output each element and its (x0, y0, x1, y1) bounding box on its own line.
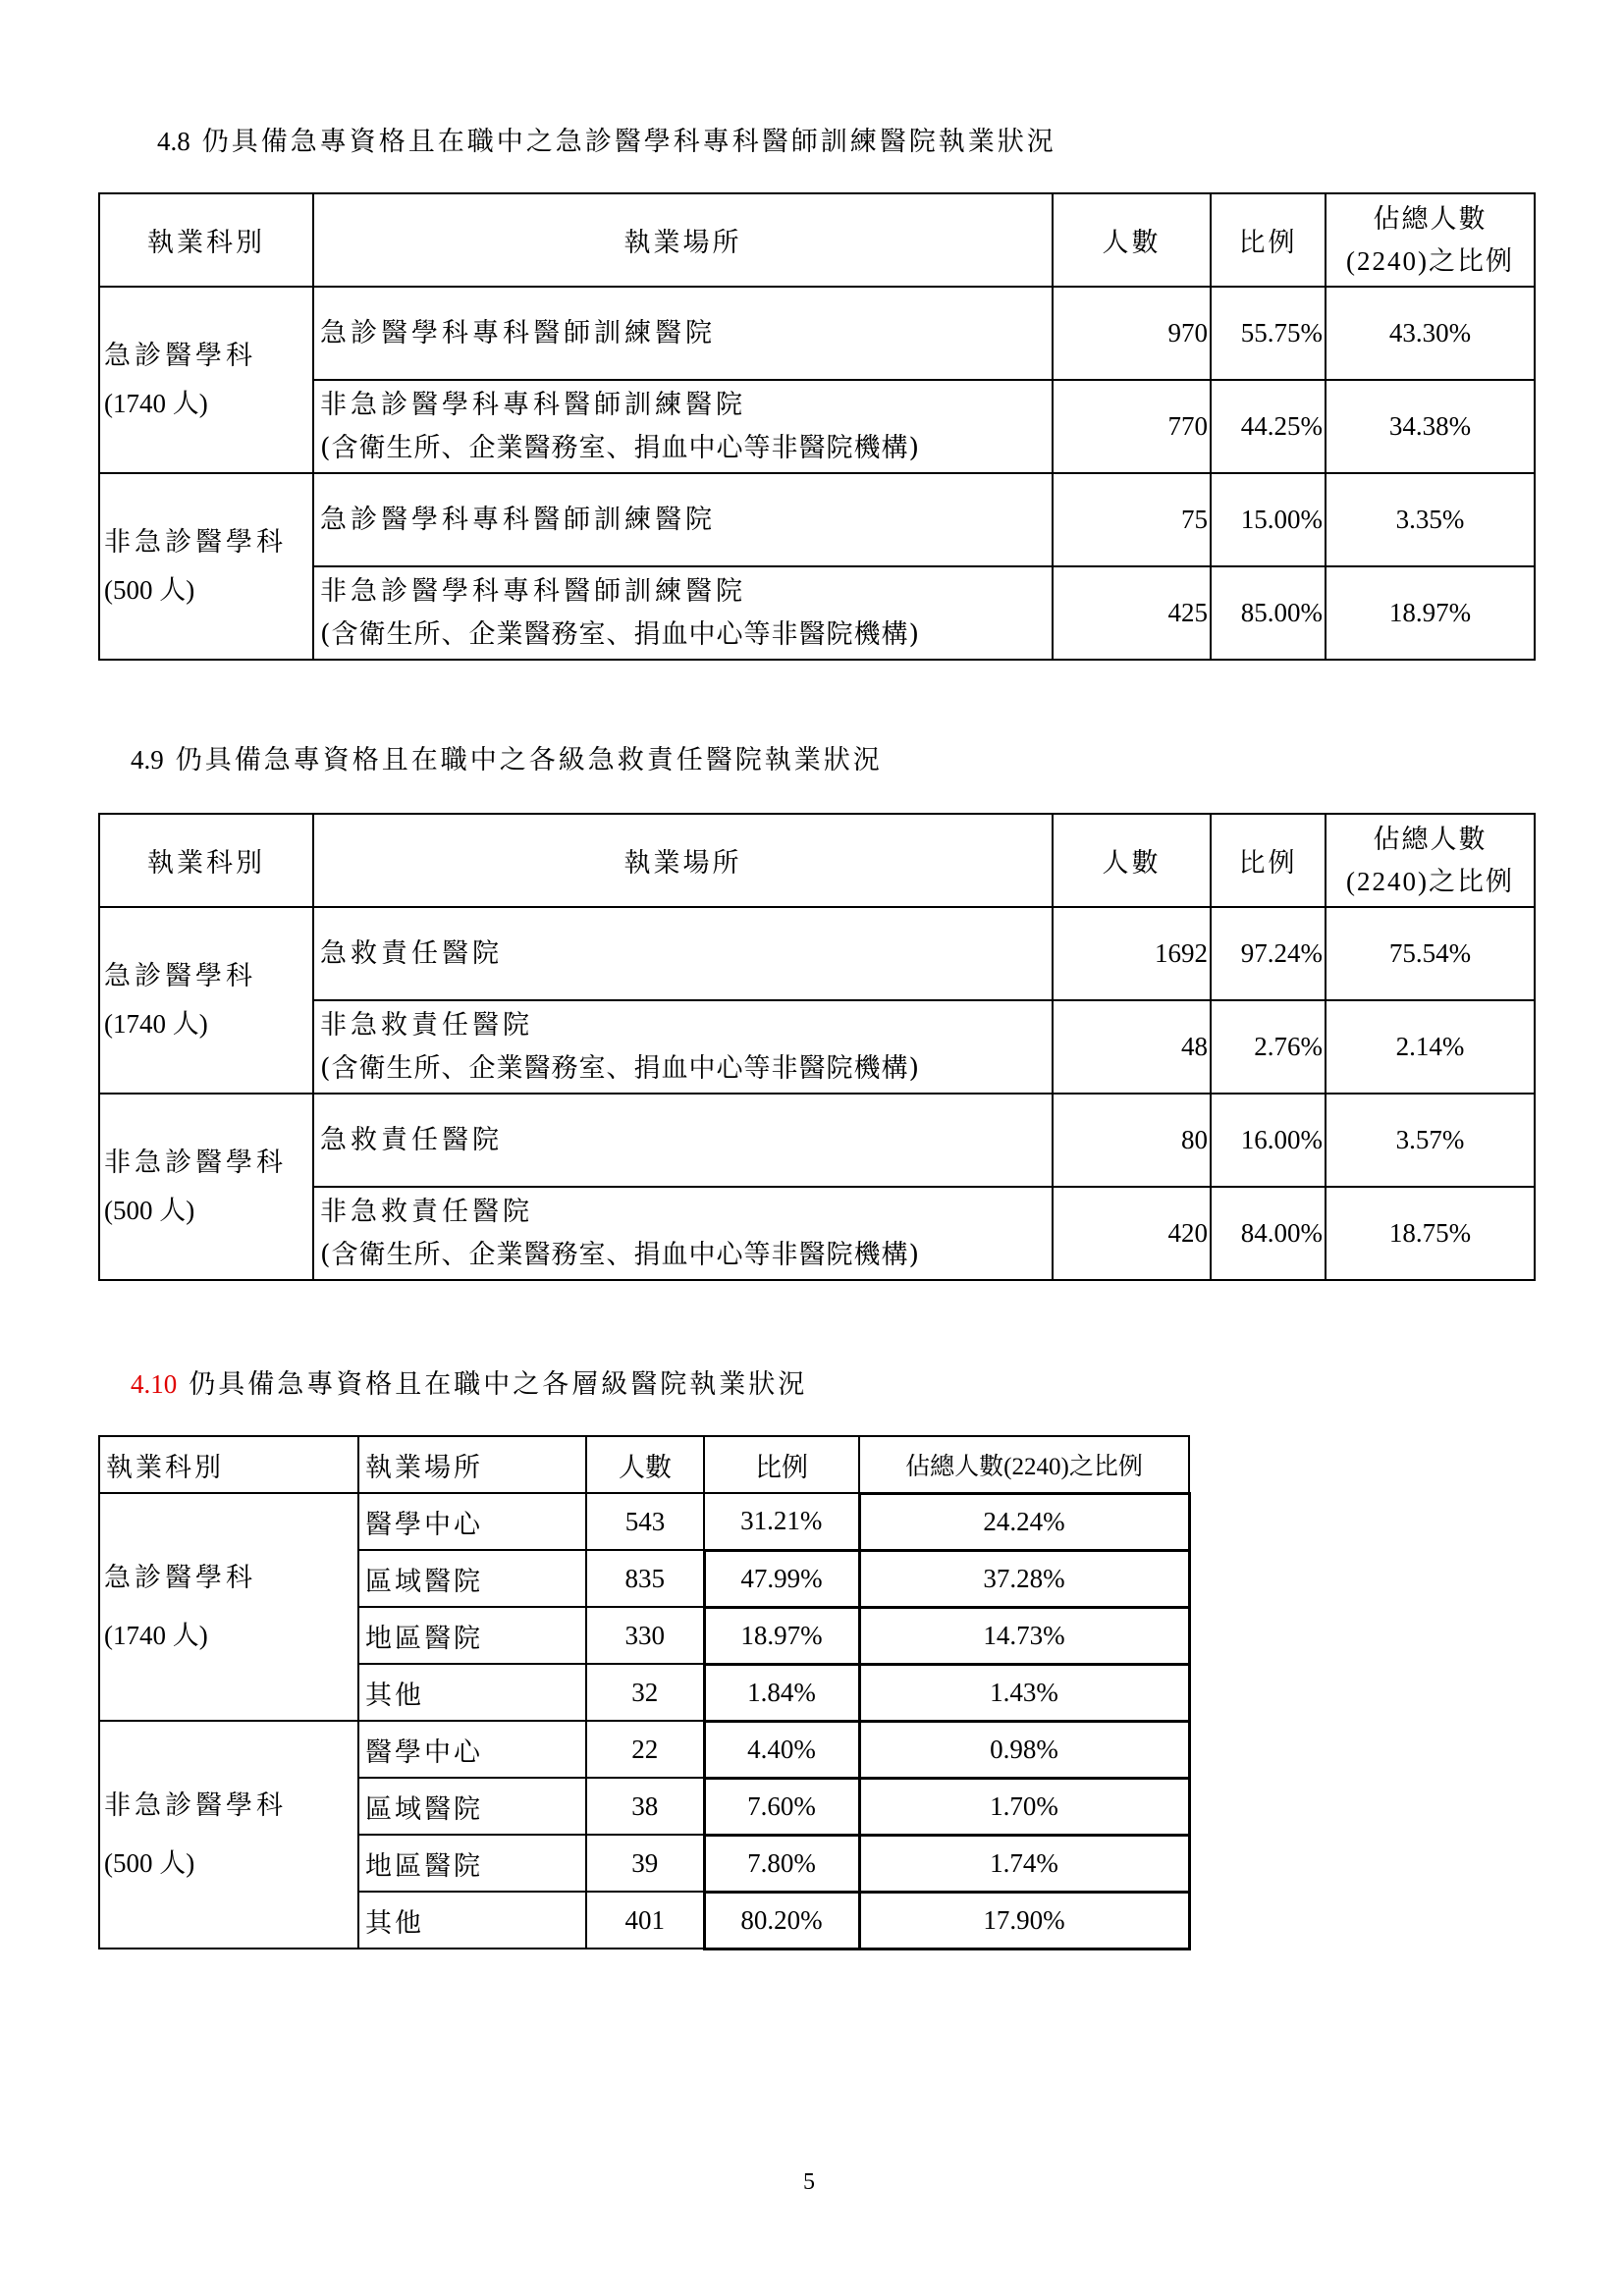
count-cell: 75 (1053, 473, 1211, 566)
section-title: 仍具備急專資格且在職中之各級急救責任醫院執業狀況 (175, 745, 883, 775)
count-cell: 420 (1053, 1187, 1211, 1280)
location-cell: 地區醫院 (358, 1607, 586, 1664)
location-name: 非急診醫學科專科醫師訓練醫院 (320, 575, 746, 607)
ratio-cell: 84.00% (1211, 1187, 1326, 1280)
section-4-10-heading (131, 1362, 807, 1401)
ratio-cell: 1.84% (704, 1664, 859, 1721)
header-total-ratio-line2: (2240)之比例 (1346, 866, 1514, 896)
table-row (99, 380, 1535, 473)
category-name: 急診醫學科 (104, 341, 256, 371)
total-ratio-cell: 37.28% (859, 1550, 1189, 1607)
table-header-row (99, 1436, 1189, 1493)
total-ratio-cell: 34.38% (1326, 380, 1535, 473)
total-ratio-cell: 1.74% (859, 1835, 1189, 1892)
category-cell (99, 1094, 313, 1280)
category-count: (1740 人) (104, 1009, 208, 1039)
ratio-cell: 55.75% (1211, 287, 1326, 380)
header-total-ratio: 佔總人數(2240)之比例 (859, 1436, 1189, 1493)
category-name: 非急診醫學科 (104, 527, 287, 558)
location-cell: 區域醫院 (358, 1778, 586, 1835)
page-number: 5 (803, 2169, 815, 2195)
location-cell: 其他 (358, 1892, 586, 1949)
total-ratio-cell: 2.14% (1326, 1000, 1535, 1094)
total-ratio-cell: 17.90% (859, 1892, 1189, 1949)
table-4-9 (98, 813, 1536, 1281)
total-ratio-cell: 43.30% (1326, 287, 1535, 380)
location-cell: 其他 (358, 1664, 586, 1721)
header-category: 執業科別 (99, 193, 313, 287)
header-total-ratio (1326, 193, 1535, 287)
ratio-cell: 47.99% (704, 1550, 859, 1607)
table-4-10 (98, 1435, 1191, 1950)
count-cell: 770 (1053, 380, 1211, 473)
category-cell (99, 473, 313, 660)
ratio-cell: 15.00% (1211, 473, 1326, 566)
count-cell: 543 (586, 1493, 704, 1550)
table-row (99, 1493, 1189, 1550)
location-name: 非急診醫學科專科醫師訓練醫院 (320, 389, 746, 420)
location-name: 急診醫學科專科醫師訓練醫院 (320, 504, 716, 535)
location-name: 急診醫學科專科醫師訓練醫院 (320, 317, 716, 348)
location-name: 非急救責任醫院 (320, 1009, 533, 1041)
ratio-cell: 4.40% (704, 1721, 859, 1778)
count-cell: 39 (586, 1835, 704, 1892)
category-count: (1740 人) (104, 389, 208, 418)
header-total-ratio-line2: (2240)之比例 (1346, 245, 1514, 276)
location-cell: 醫學中心 (358, 1493, 586, 1550)
ratio-cell: 18.97% (704, 1607, 859, 1664)
location-note: (含衛生所、企業醫務室、捐血中心等非醫院機構) (320, 432, 921, 463)
location-cell (313, 1000, 1053, 1094)
count-cell: 835 (586, 1550, 704, 1607)
count-cell: 425 (1053, 566, 1211, 660)
header-total-ratio-line1: 佔總人數 (1373, 824, 1488, 855)
location-cell (313, 907, 1053, 1000)
location-cell: 醫學中心 (358, 1721, 586, 1778)
count-cell: 48 (1053, 1000, 1211, 1094)
header-location: 執業場所 (313, 814, 1053, 907)
total-ratio-cell: 1.43% (859, 1664, 1189, 1721)
category-cell (99, 287, 313, 473)
ratio-cell: 44.25% (1211, 380, 1326, 473)
total-ratio-cell: 0.98% (859, 1721, 1189, 1778)
total-ratio-cell: 18.97% (1326, 566, 1535, 660)
total-ratio-cell: 75.54% (1326, 907, 1535, 1000)
section-number: 4.10 (131, 1369, 178, 1399)
total-ratio-cell: 3.57% (1326, 1094, 1535, 1187)
section-title: 仍具備急專資格且在職中之急診醫學科專科醫師訓練醫院執業狀況 (201, 127, 1056, 157)
section-4-9-heading (131, 738, 883, 776)
location-cell: 地區醫院 (358, 1835, 586, 1892)
count-cell: 80 (1053, 1094, 1211, 1187)
table-row (99, 907, 1535, 1000)
table-row (99, 287, 1535, 380)
category-cell (99, 1721, 358, 1949)
table-row (99, 473, 1535, 566)
ratio-cell: 31.21% (704, 1493, 859, 1550)
header-total-ratio-line1: 佔總人數 (1373, 203, 1488, 235)
table-4-8 (98, 192, 1536, 661)
header-ratio: 比例 (1211, 814, 1326, 907)
ratio-cell: 7.60% (704, 1778, 859, 1835)
header-location: 執業場所 (358, 1436, 586, 1493)
table-row (99, 1000, 1535, 1094)
header-ratio: 比例 (1211, 193, 1326, 287)
table-row (99, 1094, 1535, 1187)
location-name: 非急救責任醫院 (320, 1196, 533, 1227)
count-cell: 401 (586, 1892, 704, 1949)
ratio-cell: 7.80% (704, 1835, 859, 1892)
header-category: 執業科別 (99, 814, 313, 907)
ratio-cell: 16.00% (1211, 1094, 1326, 1187)
category-name: 非急診醫學科 (104, 1148, 287, 1178)
category-count: (500 人) (104, 1848, 195, 1878)
total-ratio-cell: 3.35% (1326, 473, 1535, 566)
category-count: (1740 人) (104, 1621, 208, 1650)
location-cell (313, 1094, 1053, 1187)
table-header-row (99, 814, 1535, 907)
location-cell (313, 1187, 1053, 1280)
section-number: 4.9 (131, 745, 164, 774)
category-count: (500 人) (104, 575, 195, 605)
ratio-cell: 2.76% (1211, 1000, 1326, 1094)
section-number: 4.8 (157, 127, 190, 156)
ratio-cell: 80.20% (704, 1892, 859, 1949)
category-name: 非急診醫學科 (104, 1790, 287, 1821)
location-cell (313, 473, 1053, 566)
category-cell (99, 907, 313, 1094)
category-cell (99, 1493, 358, 1721)
total-ratio-cell: 24.24% (859, 1493, 1189, 1550)
location-cell (313, 566, 1053, 660)
count-cell: 970 (1053, 287, 1211, 380)
header-count: 人數 (1053, 814, 1211, 907)
location-cell (313, 287, 1053, 380)
header-location: 執業場所 (313, 193, 1053, 287)
header-category: 執業科別 (99, 1436, 358, 1493)
table-row (99, 1187, 1535, 1280)
table-row (99, 566, 1535, 660)
location-note: (含衛生所、企業醫務室、捐血中心等非醫院機構) (320, 1052, 921, 1084)
table-row (99, 1721, 1189, 1778)
location-note: (含衛生所、企業醫務室、捐血中心等非醫院機構) (320, 1239, 921, 1270)
count-cell: 330 (586, 1607, 704, 1664)
header-ratio: 比例 (704, 1436, 859, 1493)
location-note: (含衛生所、企業醫務室、捐血中心等非醫院機構) (320, 618, 921, 650)
total-ratio-cell: 18.75% (1326, 1187, 1535, 1280)
location-name: 急救責任醫院 (320, 937, 503, 969)
category-name: 急診醫學科 (104, 1563, 256, 1593)
ratio-cell: 97.24% (1211, 907, 1326, 1000)
count-cell: 32 (586, 1664, 704, 1721)
count-cell: 1692 (1053, 907, 1211, 1000)
category-count: (500 人) (104, 1196, 195, 1225)
total-ratio-cell: 14.73% (859, 1607, 1189, 1664)
header-count: 人數 (586, 1436, 704, 1493)
count-cell: 22 (586, 1721, 704, 1778)
total-ratio-cell: 1.70% (859, 1778, 1189, 1835)
table-header-row (99, 193, 1535, 287)
section-title: 仍具備急專資格且在職中之各層級醫院執業狀況 (189, 1369, 808, 1400)
location-cell: 區域醫院 (358, 1550, 586, 1607)
section-4-8-heading (157, 120, 1056, 158)
header-count: 人數 (1053, 193, 1211, 287)
count-cell: 38 (586, 1778, 704, 1835)
location-name: 急救責任醫院 (320, 1124, 503, 1155)
location-cell (313, 380, 1053, 473)
ratio-cell: 85.00% (1211, 566, 1326, 660)
header-total-ratio (1326, 814, 1535, 907)
category-name: 急診醫學科 (104, 961, 256, 991)
